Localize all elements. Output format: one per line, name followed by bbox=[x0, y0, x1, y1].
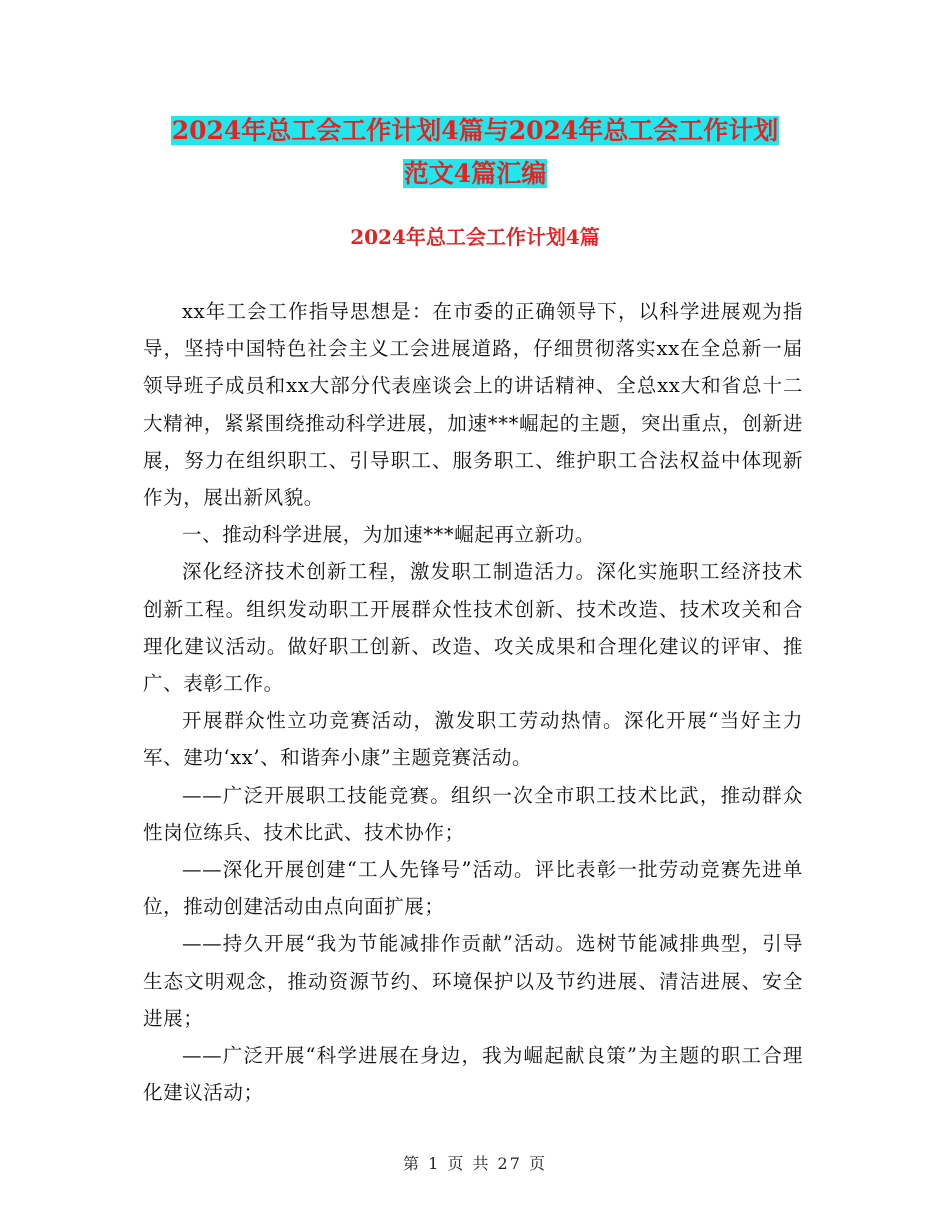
paragraph: ——持久开展“我为节能减排作贡献”活动。选树节能减排典型，引导生态文明观念，推动资源节约、环境保护以及节约进展、清洁进展、安全进展； bbox=[143, 932, 803, 1030]
document-title-line-1 bbox=[0, 114, 950, 148]
paragraph: 深化经济技术创新工程，激发职工制造活力。深化实施职工经济技术创新工程。组织发动职工开展群众性技术创新、技术改造、技术攻关和合理化建议活动。做好职工创新、改造、攻关成果和合理化建议的评审、推广、表彰工作。 bbox=[143, 560, 803, 696]
paragraph: 开展群众性立功竞赛活动，激发职工劳动热情。深化开展“当好主力军、建功‘xx’、和谐奔小康”主题竞赛活动。 bbox=[143, 709, 803, 770]
paragraph: ——广泛开展“科学进展在身边，我为崛起献良策”为主题的职工合理化建议活动； bbox=[143, 1044, 803, 1105]
paragraph: ——广泛开展职工技能竞赛。组织一次全市职工技术比武，推动群众性岗位练兵、技术比武、技术协作； bbox=[143, 783, 803, 844]
page-footer: 第 1 页 共 27 页 bbox=[403, 1154, 547, 1173]
title-highlight: 范文4篇汇编 bbox=[403, 159, 547, 188]
paragraph: ——深化开展创建“工人先锋号”活动。评比表彰一批劳动竞赛先进单位，推动创建活动由点向面扩展； bbox=[143, 858, 803, 919]
document-title-line-2 bbox=[0, 157, 950, 191]
paragraph: xx年工会工作指导思想是：在市委的正确领导下，以科学进展观为指导，坚持中国特色社会主义工会进展道路，仔细贯彻落实xx在全总新一届领导班子成员和xx大部分代表座谈会上的讲话精神、全总xx大和省总十二大精神，紧紧围绕推动科学进展，加速***崛起的主题，突出重点，创新进展，努力在组织职工、引导职工、服务职工、维护职工合法权益中体现新作为，展出新风貌。 bbox=[143, 300, 803, 510]
title-highlight: 2024年总工会工作计划4篇与2024年总工会工作计划 bbox=[171, 116, 779, 145]
body-text bbox=[143, 293, 803, 1111]
paragraph: 一、推动科学进展，为加速***崛起再立新功。 bbox=[182, 523, 595, 547]
section-title: 2024年总工会工作计划4篇 bbox=[350, 225, 600, 249]
